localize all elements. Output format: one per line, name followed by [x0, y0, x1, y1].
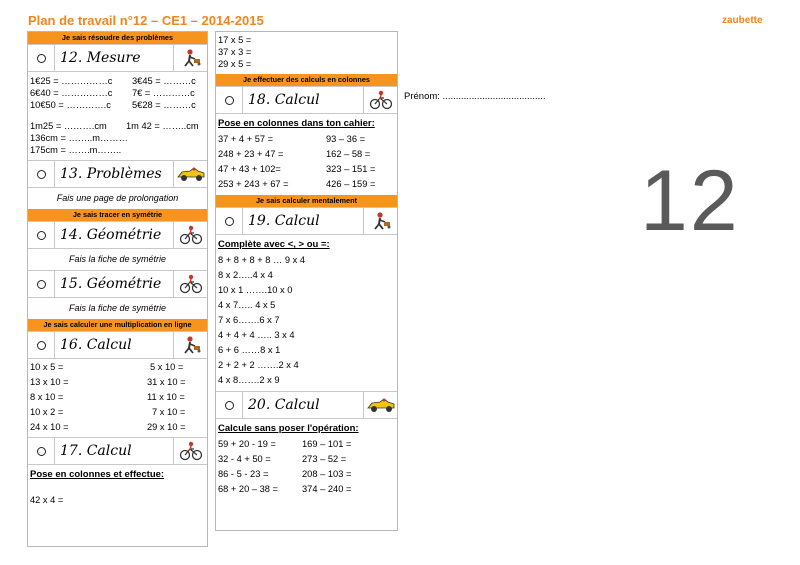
circle-icon — [225, 217, 234, 226]
task-20 — [216, 391, 397, 419]
continued-exercise: 17 x 5 = 37 x 3 = 29 x 5 = — [218, 35, 252, 69]
task-label: 15. Géométrie — [55, 271, 174, 297]
task-checkbox[interactable] — [216, 392, 243, 418]
task-14 — [28, 221, 207, 249]
task-19 — [216, 207, 397, 235]
section-header-problemes: Je sais résoudre des problèmes — [28, 32, 207, 44]
multiplication-exercise — [28, 359, 207, 435]
bicycle-icon — [174, 438, 207, 464]
section-header-colonnes: Je effectuer des calculs en colonnes — [216, 74, 397, 86]
comparison-exercise — [216, 252, 397, 389]
task-13 — [28, 160, 207, 188]
comparison-line: 8 + 8 + 8 + 8 … 9 x 4 — [218, 255, 306, 265]
operation-row: 47 + 43 + 102= 323 – 151 = — [218, 164, 376, 174]
section-header-symetrie: Je sais tracer en symétrie — [28, 209, 207, 221]
task-checkbox[interactable] — [28, 45, 55, 71]
task-checkbox[interactable] — [28, 332, 55, 358]
bicycle-icon — [364, 87, 397, 113]
calculation-row: 68 + 20 – 38 = 374 – 240 = — [218, 484, 352, 494]
column-exercise: 42 x 4 = — [30, 495, 64, 505]
walking-person-icon — [364, 208, 397, 234]
circle-icon — [37, 447, 46, 456]
comparison-line: 4 + 4 + 4 ….. 3 x 4 — [218, 330, 295, 340]
task-17 — [28, 437, 207, 465]
task-label: 13. Problèmes — [55, 161, 174, 187]
author-name: zaubette — [722, 15, 763, 26]
task-label: 17. Calcul — [55, 438, 174, 464]
mental-calculations — [216, 436, 397, 498]
bicycle-icon — [174, 271, 207, 297]
task-checkbox[interactable] — [28, 161, 55, 187]
circle-icon — [225, 96, 234, 105]
task-18 — [216, 86, 397, 114]
comparison-line: 4 x 8…….2 x 9 — [218, 375, 280, 385]
money-row: 1€25 = ……………c 3€45 = ………c — [30, 76, 196, 86]
task-15 — [28, 270, 207, 298]
circle-icon — [37, 341, 46, 350]
task-label: 19. Calcul — [243, 208, 364, 234]
calculation-row: 32 - 4 + 50 = 273 – 52 = — [218, 454, 347, 464]
mult-row: 24 x 10 = 29 x 10 = — [30, 422, 186, 432]
task-16 — [28, 331, 207, 359]
comparison-line: 8 x 2…..4 x 4 — [218, 270, 273, 280]
task-checkbox[interactable] — [216, 87, 243, 113]
task-instruction: Pose en colonnes et effectue: — [30, 469, 165, 480]
calculation-row: 86 - 5 - 23 = 208 – 103 = — [218, 469, 352, 479]
length-row: 1m25 = ……….cm 1m 42 = ……..cm — [30, 121, 199, 131]
left-column — [27, 31, 208, 547]
comparison-line: 2 + 2 + 2 …….2 x 4 — [218, 360, 299, 370]
mult-row: 10 x 2 = 7 x 10 = — [30, 407, 186, 417]
task-label: 20. Calcul — [243, 392, 364, 418]
comparison-line: 4 x 7….. 4 x 5 — [218, 300, 276, 310]
page-title: Plan de travail n°12 – CE1 – 2014-2015 — [28, 13, 264, 28]
walking-person-icon — [174, 45, 207, 71]
bicycle-icon — [174, 222, 207, 248]
mult-row: 10 x 5 = 5 x 10 = — [30, 362, 184, 372]
section-header-mental: Je sais calculer mentalement — [216, 195, 397, 207]
race-car-icon — [364, 392, 397, 418]
comparison-line: 6 + 6 ……8 x 1 — [218, 345, 281, 355]
task-instruction: Calcule sans poser l'opération: — [218, 423, 359, 434]
section-header-multiplication: Je sais calculer une multiplication en ligne — [28, 319, 207, 331]
money-exercise — [28, 72, 207, 156]
task-instruction: Pose en colonnes dans ton cahier: — [218, 118, 375, 129]
length-row: 175cm = …….m…….. — [30, 145, 122, 155]
money-row: 10€50 = ………….c 5€28 = ………c — [30, 100, 196, 110]
calculation-row: 59 + 20 - 19 = 169 – 101 = — [218, 439, 352, 449]
mult-row: 8 x 10 = 11 x 10 = — [30, 392, 185, 402]
circle-icon — [37, 54, 46, 63]
circle-icon — [37, 231, 46, 240]
task-checkbox[interactable] — [28, 271, 55, 297]
task-note: Fais la fiche de symétrie — [68, 254, 167, 264]
task-label: 16. Calcul — [55, 332, 174, 358]
task-note: Fais une page de prolongation — [56, 193, 179, 203]
circle-icon — [37, 280, 46, 289]
task-checkbox[interactable] — [216, 208, 243, 234]
task-checkbox[interactable] — [28, 438, 55, 464]
task-note: Fais la fiche de symétrie — [68, 303, 167, 313]
task-label: 18. Calcul — [243, 87, 364, 113]
money-row: 6€40 = ……………c 7€ = …………c — [30, 88, 195, 98]
plan-number: 12 — [640, 153, 740, 249]
walking-person-icon — [174, 332, 207, 358]
task-label: 14. Géométrie — [55, 222, 174, 248]
operation-row: 253 + 243 + 67 = 426 – 159 = — [218, 179, 376, 189]
operation-row: 37 + 4 + 57 = 93 – 36 = — [218, 134, 366, 144]
operation-row: 248 + 23 + 47 = 162 – 58 = — [218, 149, 371, 159]
column-operations — [216, 131, 397, 193]
circle-icon — [225, 401, 234, 410]
mult-row: 13 x 10 = 31 x 10 = — [30, 377, 186, 387]
middle-column — [215, 31, 398, 531]
length-row: 136cm = ……..m……… — [30, 133, 128, 143]
task-checkbox[interactable] — [28, 222, 55, 248]
task-instruction: Complète avec <, > ou =: — [218, 239, 330, 250]
comparison-line: 7 x 6…….6 x 7 — [218, 315, 280, 325]
task-12 — [28, 44, 207, 72]
name-field-label: Prénom: ....................................... — [404, 91, 546, 102]
comparison-line: 10 x 1 …….10 x 0 — [218, 285, 293, 295]
task-label: 12. Mesure — [55, 45, 174, 71]
race-car-icon — [174, 161, 207, 187]
circle-icon — [37, 170, 46, 179]
